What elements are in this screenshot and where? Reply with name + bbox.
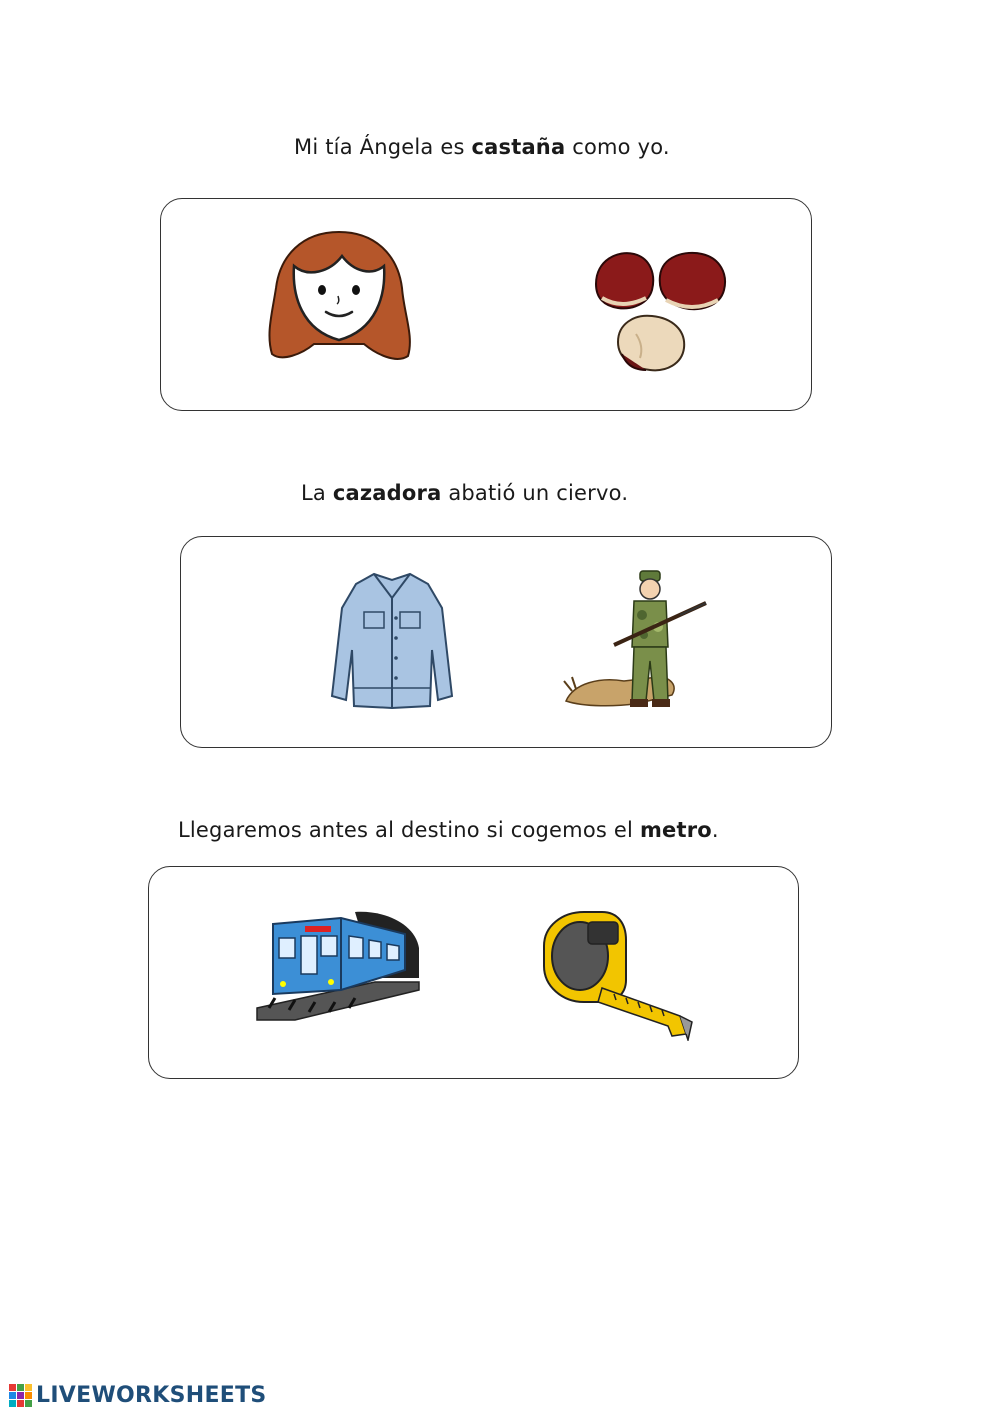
brand-name: LIVEWORKSHEETS [36,1382,267,1408]
sentence-3-after: . [711,818,719,842]
options-card-2 [180,536,832,748]
brown-haired-woman-icon[interactable] [262,226,417,371]
liveworksheets-logo [8,1380,267,1410]
denim-jacket-icon[interactable] [330,568,455,713]
sentence-2-before: La [301,481,333,505]
chestnuts-icon[interactable] [588,246,733,378]
subway-train-icon[interactable] [255,908,425,1026]
tape-measure-icon[interactable] [540,906,695,1041]
huntress-with-deer-icon[interactable] [560,565,710,715]
sentence-1-before: Mi tía Ángela es [294,135,472,159]
sentence-2 [301,481,628,505]
sentence-3 [178,818,719,842]
sentence-3-keyword: metro [639,818,712,842]
sentence-3-before: Llegaremos antes al destino si cogemos el [178,818,640,842]
options-card-3 [148,866,799,1079]
sentence-1-keyword: castaña [471,135,566,159]
sentence-2-after: abatió un ciervo. [441,481,629,505]
sentence-2-keyword: cazadora [332,481,442,505]
brand-blocks-icon [8,1382,34,1408]
sentence-1-after: como yo. [565,135,670,159]
sentence-1 [294,135,670,159]
